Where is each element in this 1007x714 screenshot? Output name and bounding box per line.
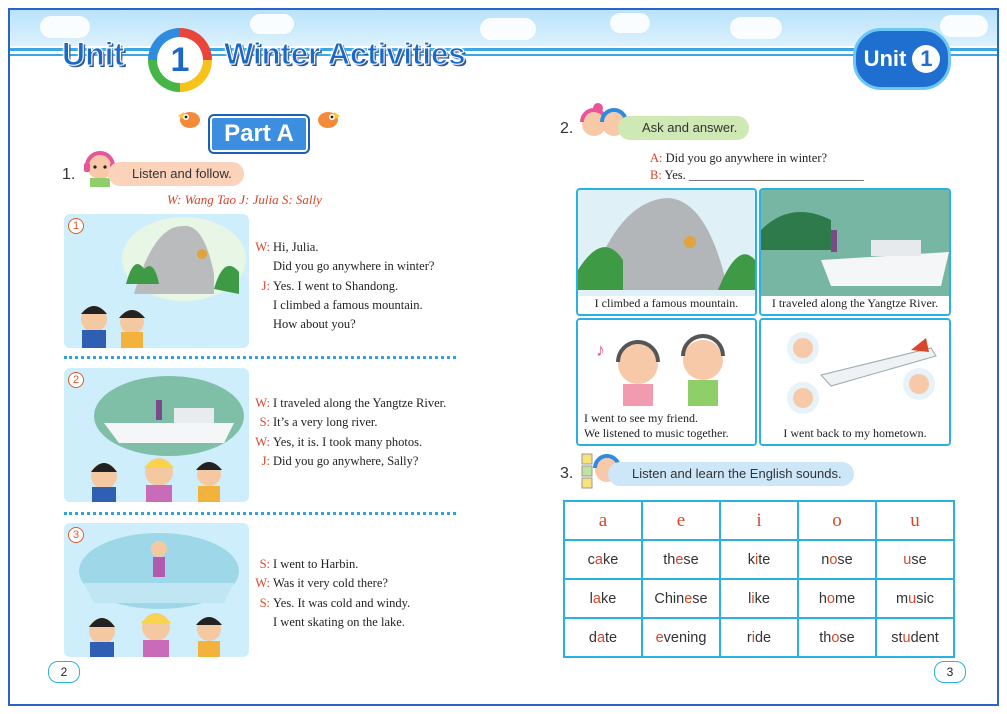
line-text: Was it very cold there? (273, 576, 388, 591)
cloud (730, 17, 782, 39)
dialogue-line-b (650, 167, 864, 184)
speaker-label: B: (650, 168, 662, 182)
dialogue-line (252, 296, 434, 315)
dialogue-line (252, 452, 446, 471)
vowel-letter: a (564, 501, 642, 540)
unit-title: Winter Activities (224, 36, 466, 71)
word-cell: music (876, 579, 954, 618)
speaker-label: S: (259, 415, 270, 430)
word-row (564, 618, 954, 657)
line-text: Yes. It was cold and windy. (273, 595, 411, 610)
dialogue-line (252, 613, 410, 632)
line-text: I climbed a famous mountain. (273, 297, 423, 312)
picture-card-hometown (759, 318, 951, 446)
question-1-number: 1. (62, 166, 76, 183)
dialogue-line (252, 574, 410, 593)
scene-3-dialogue (252, 555, 410, 632)
question-3-number: 3. (560, 465, 574, 482)
vowel-letter: i (720, 501, 798, 540)
dialogue-line (252, 315, 434, 334)
speaker-label: A: (650, 151, 663, 165)
part-a-label: Part A (210, 116, 308, 152)
scene-2-illustration (64, 368, 249, 502)
unit-number-circle (148, 28, 212, 92)
picture-card-friend (576, 318, 757, 446)
picture-card-yangtze (759, 188, 951, 316)
page-number-right: 3 (934, 661, 966, 683)
speaker-label: W: (255, 576, 270, 591)
word-cell: kite (720, 540, 798, 579)
dialogue-line (252, 277, 434, 296)
vowel-sounds-table (563, 500, 955, 658)
card-caption: I traveled along the Yangtze River. (761, 296, 949, 314)
unit-word: Unit (62, 36, 125, 72)
vowel-letter: u (876, 501, 954, 540)
speaker-label: S: (259, 557, 270, 571)
cloud (250, 14, 294, 34)
card-caption: I went back to my hometown. (761, 426, 949, 444)
line-text: I went skating on the lake. (273, 614, 405, 629)
line-text: Yes. I went to Shandong. (273, 278, 399, 293)
scene-3-number: 3 (68, 527, 84, 543)
skating-lake-image (64, 523, 249, 657)
cloud (480, 18, 536, 40)
dialogue-line (252, 555, 410, 574)
dialogue-line-a (650, 150, 864, 167)
badge-number: 1 (912, 45, 940, 73)
bird-icon (176, 106, 204, 130)
speaker-label: W: (255, 240, 270, 254)
caption-line: We listened to music together. (584, 426, 729, 440)
line-text: I traveled along the Yangtze River. (273, 396, 447, 410)
bird-icon (314, 106, 342, 130)
speaker-label: J: (261, 278, 270, 293)
unit-badge (853, 28, 951, 90)
badge-word: Unit (863, 46, 907, 71)
word-cell: Chinese (642, 579, 720, 618)
word-cell: ride (720, 618, 798, 657)
textbook-spread (8, 8, 999, 706)
scene-3-illustration (64, 523, 249, 657)
scene-1-illustration (64, 214, 249, 348)
word-cell: lake (564, 579, 642, 618)
word-cell: student (876, 618, 954, 657)
card-caption (578, 411, 755, 444)
dotted-divider (64, 356, 456, 359)
dialogue-line (252, 257, 434, 276)
river-boat-image (64, 368, 249, 502)
cast-list: W: Wang Tao J: Julia S: Sally (167, 192, 322, 207)
vowel-header-row (564, 501, 954, 540)
vowel-letter: o (798, 501, 876, 540)
line-text: I went to Harbin. (273, 557, 359, 571)
vowel-letter: e (642, 501, 720, 540)
word-cell: use (876, 540, 954, 579)
dialogue-line (252, 394, 446, 413)
line-text: It’s a very long river. (273, 415, 378, 430)
line-text: Hi, Julia. (273, 240, 319, 254)
word-row (564, 540, 954, 579)
caption-line: I went to see my friend. (584, 411, 698, 425)
line-text: Did you go anywhere in winter? (665, 151, 828, 165)
cloud (40, 16, 90, 38)
card-caption: I climbed a famous mountain. (578, 296, 755, 314)
scene-1-number: 1 (68, 218, 84, 234)
dotted-divider (64, 512, 456, 515)
line-text: Yes. ____________________________ (664, 168, 864, 182)
unit-number: 1 (157, 37, 203, 83)
svg-text:♪: ♪ (596, 340, 605, 360)
word-cell: these (642, 540, 720, 579)
word-row (564, 579, 954, 618)
page-number-left: 2 (48, 661, 80, 683)
line-text: Did you go anywhere, Sally? (273, 453, 419, 468)
line-text: Did you go anywhere in winter? (273, 259, 435, 274)
question-3-instruction: Listen and learn the English sounds. (608, 462, 854, 486)
word-cell: home (798, 579, 876, 618)
question-2-dialogue (650, 150, 864, 184)
word-cell: evening (642, 618, 720, 657)
word-cell: nose (798, 540, 876, 579)
dialogue-line (252, 433, 446, 452)
question-2-instruction: Ask and answer. (618, 116, 749, 140)
cloud (940, 15, 988, 37)
line-text: How about you? (273, 317, 356, 332)
scene-1-dialogue (252, 238, 434, 334)
line-text: Yes, it is. I took many photos. (273, 434, 423, 449)
word-cell: cake (564, 540, 642, 579)
scene-2-dialogue (252, 394, 446, 471)
dialogue-line (252, 238, 434, 257)
dialogue-line (252, 413, 446, 432)
word-cell: those (798, 618, 876, 657)
speaker-label: J: (261, 453, 270, 468)
speaker-label: S: (259, 595, 270, 610)
picture-card-mountain (576, 188, 757, 316)
cloud (610, 13, 650, 33)
question-2-number: 2. (560, 120, 574, 137)
word-cell: date (564, 618, 642, 657)
dialogue-line (252, 594, 410, 613)
mountain-scene-image (64, 214, 249, 348)
question-1-instruction: Listen and follow. (108, 162, 244, 186)
word-cell: like (720, 579, 798, 618)
speaker-label: W: (255, 434, 270, 449)
scene-2-number: 2 (68, 372, 84, 388)
speaker-label: W: (255, 396, 270, 410)
